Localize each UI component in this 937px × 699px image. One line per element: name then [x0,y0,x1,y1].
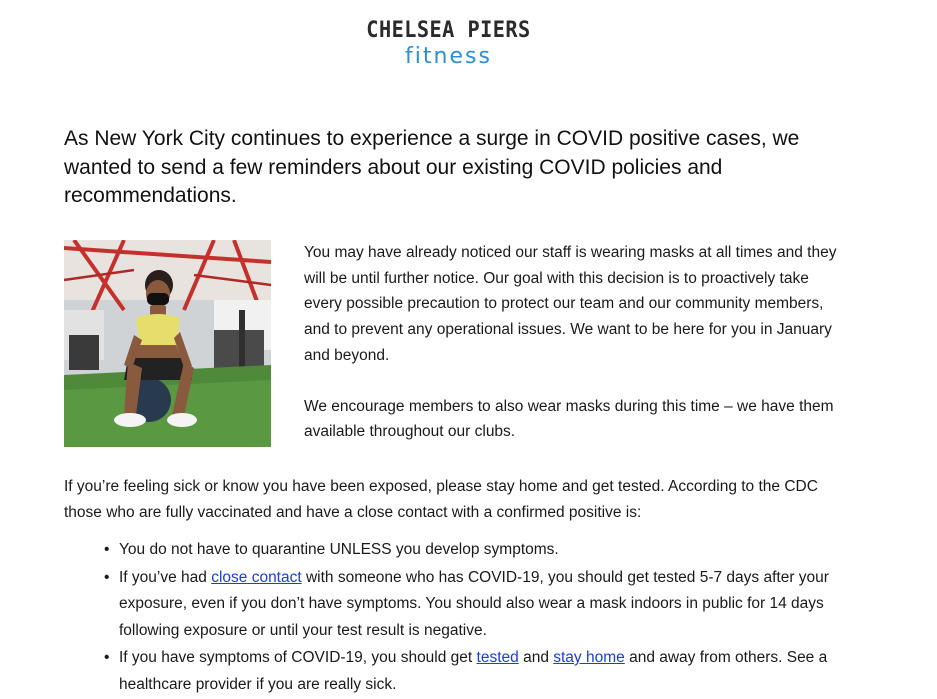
bullet-glyph: • [104,541,110,558]
bullet-text: and [518,649,554,666]
mask-availability-paragraph: We encourage members to also wear masks during this time – we have them available throughout our clubs. [304,397,834,441]
bullet-text: If you have symptoms of COVID-19, you should get [119,649,477,666]
bullet-glyph: • [104,649,110,666]
gym-photo [64,240,271,447]
list-item [104,645,834,698]
mask-policy-paragraph: You may have already noticed our staff is wearing masks at all times and they will be until further notice. Our goal with this decision is to proactively take every possible precaution to protect our team and our community members, and to prevent any operational issues. We want to be here for you in January and beyond. [304,244,837,364]
list-item [104,565,834,645]
bullet-text: If you’ve had [119,568,212,586]
logo-subtitle: fitness [405,44,492,69]
bullet-text: You do not have to quarantine UNLESS you develop symptoms. [119,541,559,558]
list-item [104,537,834,564]
logo-brand: CHELSEA PIERS [366,18,531,43]
bullet-text: and away from others. See a healthcare provider if you are really sick. [119,649,828,693]
stay-home-link[interactable]: stay home [553,649,625,666]
exposure-paragraph: If you’re feeling sick or know you have been exposed, please stay home and get tested. According to the CDC those who are fully vaccinated and have a close contact with a confirmed positive is: [64,478,818,521]
mask-policy-text [304,240,844,470]
cdc-guidance-list [104,537,834,699]
headline: As New York City continues to experience a surge in COVID positive cases, we wanted to send a few reminders about our existing COVID policies and recommendations. [64,127,800,207]
bullet-glyph: • [104,568,110,586]
chelsea-piers-logo[interactable] [0,16,897,68]
tested-link[interactable]: tested [476,649,519,666]
bullet-text: with someone who has COVID-19, you should get tested 5-7 days after your exposure, even if you don’t have symptoms. You should also wear a mask indoors in public for 14 days following exposure or until your test result is negative. [119,568,829,639]
gym-photo-illustration [64,240,271,447]
close-contact-link[interactable]: close contact [211,568,302,586]
